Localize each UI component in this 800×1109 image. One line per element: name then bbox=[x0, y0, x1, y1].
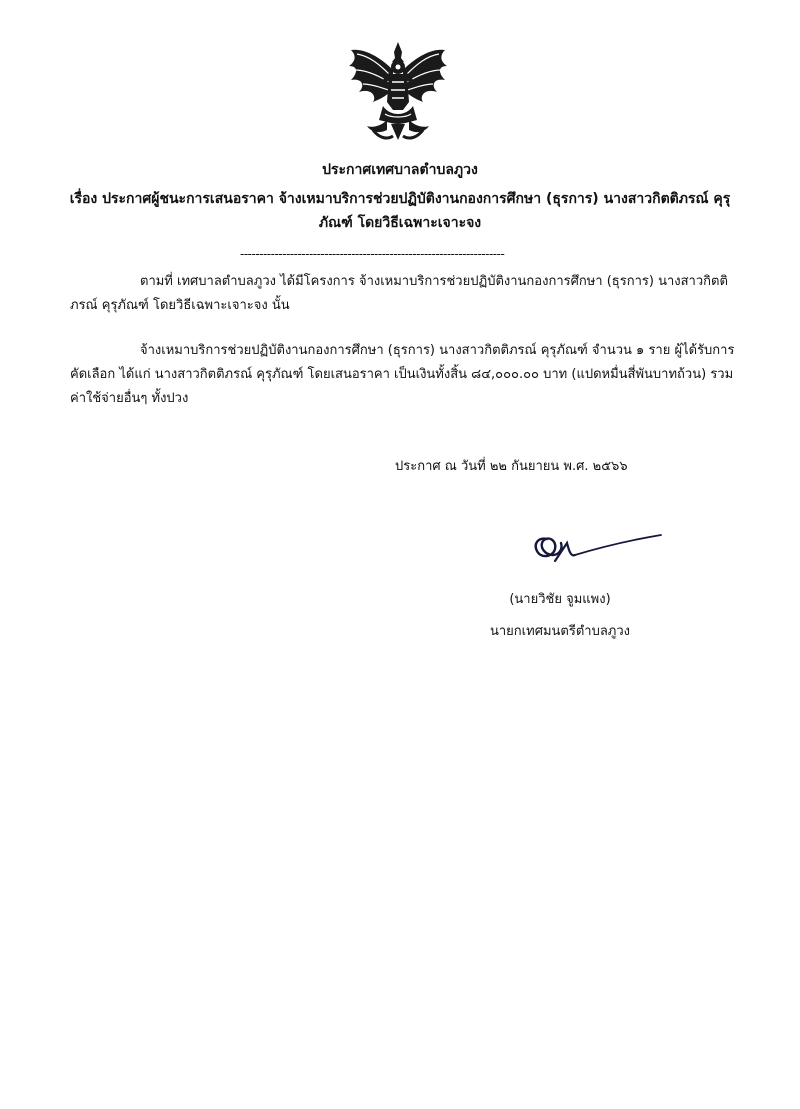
garuda-emblem-icon bbox=[343, 40, 453, 145]
paragraph-2: จ้างเหมาบริการช่วยปฏิบัติงานกองการศึกษา (ธุรการ) นางสาวกิตติภรณ์ คุรุภัณฑ์ จำนวน ๑ ราย ผู้ได้รับการคัดเลือก ได้แก่ นางสาวกิตติภรณ์ คุรุภัณฑ์ โดยเสนอราคา เป็นเงินทั้งสิ้น ๘๔,๐๐๐.๐๐ บาท (แปดหมื่นสี่พันบาทถ้วน) รวมค่าใช้จ่ายอื่นๆ ทั้งปวง bbox=[70, 343, 735, 406]
paragraph-1: ตามที่ เทศบาลตำบลภูวง ได้มีโครงการ จ้างเหมาบริการช่วยปฏิบัติงานกองการศึกษา (ธุรการ) นางสาวกิตติภรณ์ คุรุภัณฑ์ โดยวิธีเฉพาะเจาะจง นั้น bbox=[70, 274, 728, 313]
handwritten-signature-icon bbox=[525, 525, 665, 570]
signer-name: (นายวิชัย จูมแพง) bbox=[509, 592, 611, 607]
separator-line: --------------------------------------------------------------------- bbox=[240, 248, 505, 260]
document-title: ประกาศเทศบาลตำบลภูวง bbox=[322, 162, 478, 178]
signer-position: นายกเทศมนตรีตำบลภูวง bbox=[490, 624, 630, 639]
announcement-date: ประกาศ ณ วันที่ ๒๒ กันยายน พ.ศ. ๒๕๖๖ bbox=[395, 459, 628, 474]
document-subject: เรื่อง ประกาศผู้ชนะการเสนอราคา จ้างเหมาบริการช่วยปฏิบัติงานกองการศึกษา (ธุรการ) นางสาวกิตติภรณ์ คุรุภัณฑ์ โดยวิธีเฉพาะเจาะจง bbox=[69, 191, 731, 231]
